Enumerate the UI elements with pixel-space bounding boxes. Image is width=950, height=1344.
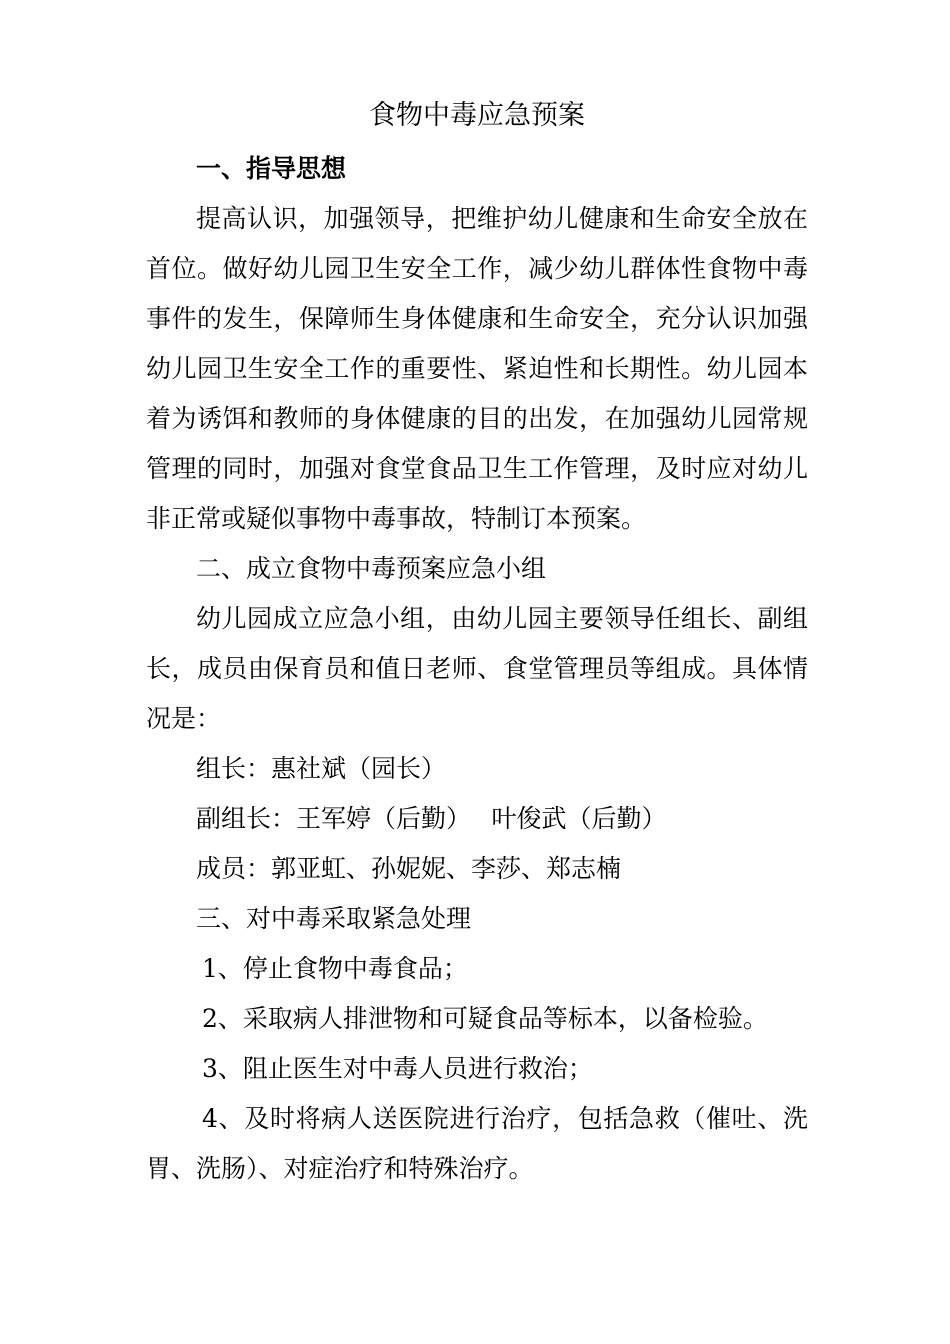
document-body — [146, 144, 808, 1194]
section-heading-emergency-team: 二、成立食物中毒预案应急小组 — [196, 554, 547, 583]
team-members: 成员：郭亚虹、孙妮妮、李莎、郑志楠 — [196, 854, 622, 883]
section-heading-emergency-handling: 三、对中毒采取紧急处理 — [196, 904, 472, 933]
team-deputy-leaders: 副组长：王军婷（后勤） 叶俊武（后勤） — [196, 804, 667, 833]
team-leader: 组长：惠社斌（园长） — [196, 754, 447, 783]
section-heading-guiding-ideology: 一、指导思想 — [196, 154, 347, 183]
list-item-2: 2、采取病人排泄物和可疑食品等标本，以备检验。 — [202, 1004, 768, 1033]
list-item-1: 1、停止食物中毒食品； — [202, 954, 468, 983]
list-item-3: 3、阻止医生对中毒人员进行救治； — [202, 1054, 593, 1083]
document-title: 食物中毒应急预案 — [369, 100, 585, 131]
paragraph-guiding-ideology: 提高认识，加强领导，把维护幼儿健康和生命安全放在首位。做好幼儿园卫生安全工作，减少幼儿群体性食物中毒事件的发生，保障师生身体健康和生命安全，充分认识加强幼儿园卫生安全工作的重要性、紧迫性和长期性。幼儿园本着为诱饵和教师的身体健康的目的出发，在加强幼儿园常规管理的同时，加强对食堂食品卫生工作管理，及时应对幼儿非正常或疑似事物中毒事故，特制订本预案。 — [146, 204, 808, 533]
list-item-4: 4、及时将病人送医院进行治疗，包括急救（催吐、洗胃、洗肠）、对症治疗和特殊治疗。 — [146, 1104, 808, 1183]
paragraph-emergency-team: 幼儿园成立应急小组，由幼儿园主要领导任组长、副组长，成员由保育员和值日老师、食堂管理员等组成。具体情况是： — [146, 604, 808, 733]
